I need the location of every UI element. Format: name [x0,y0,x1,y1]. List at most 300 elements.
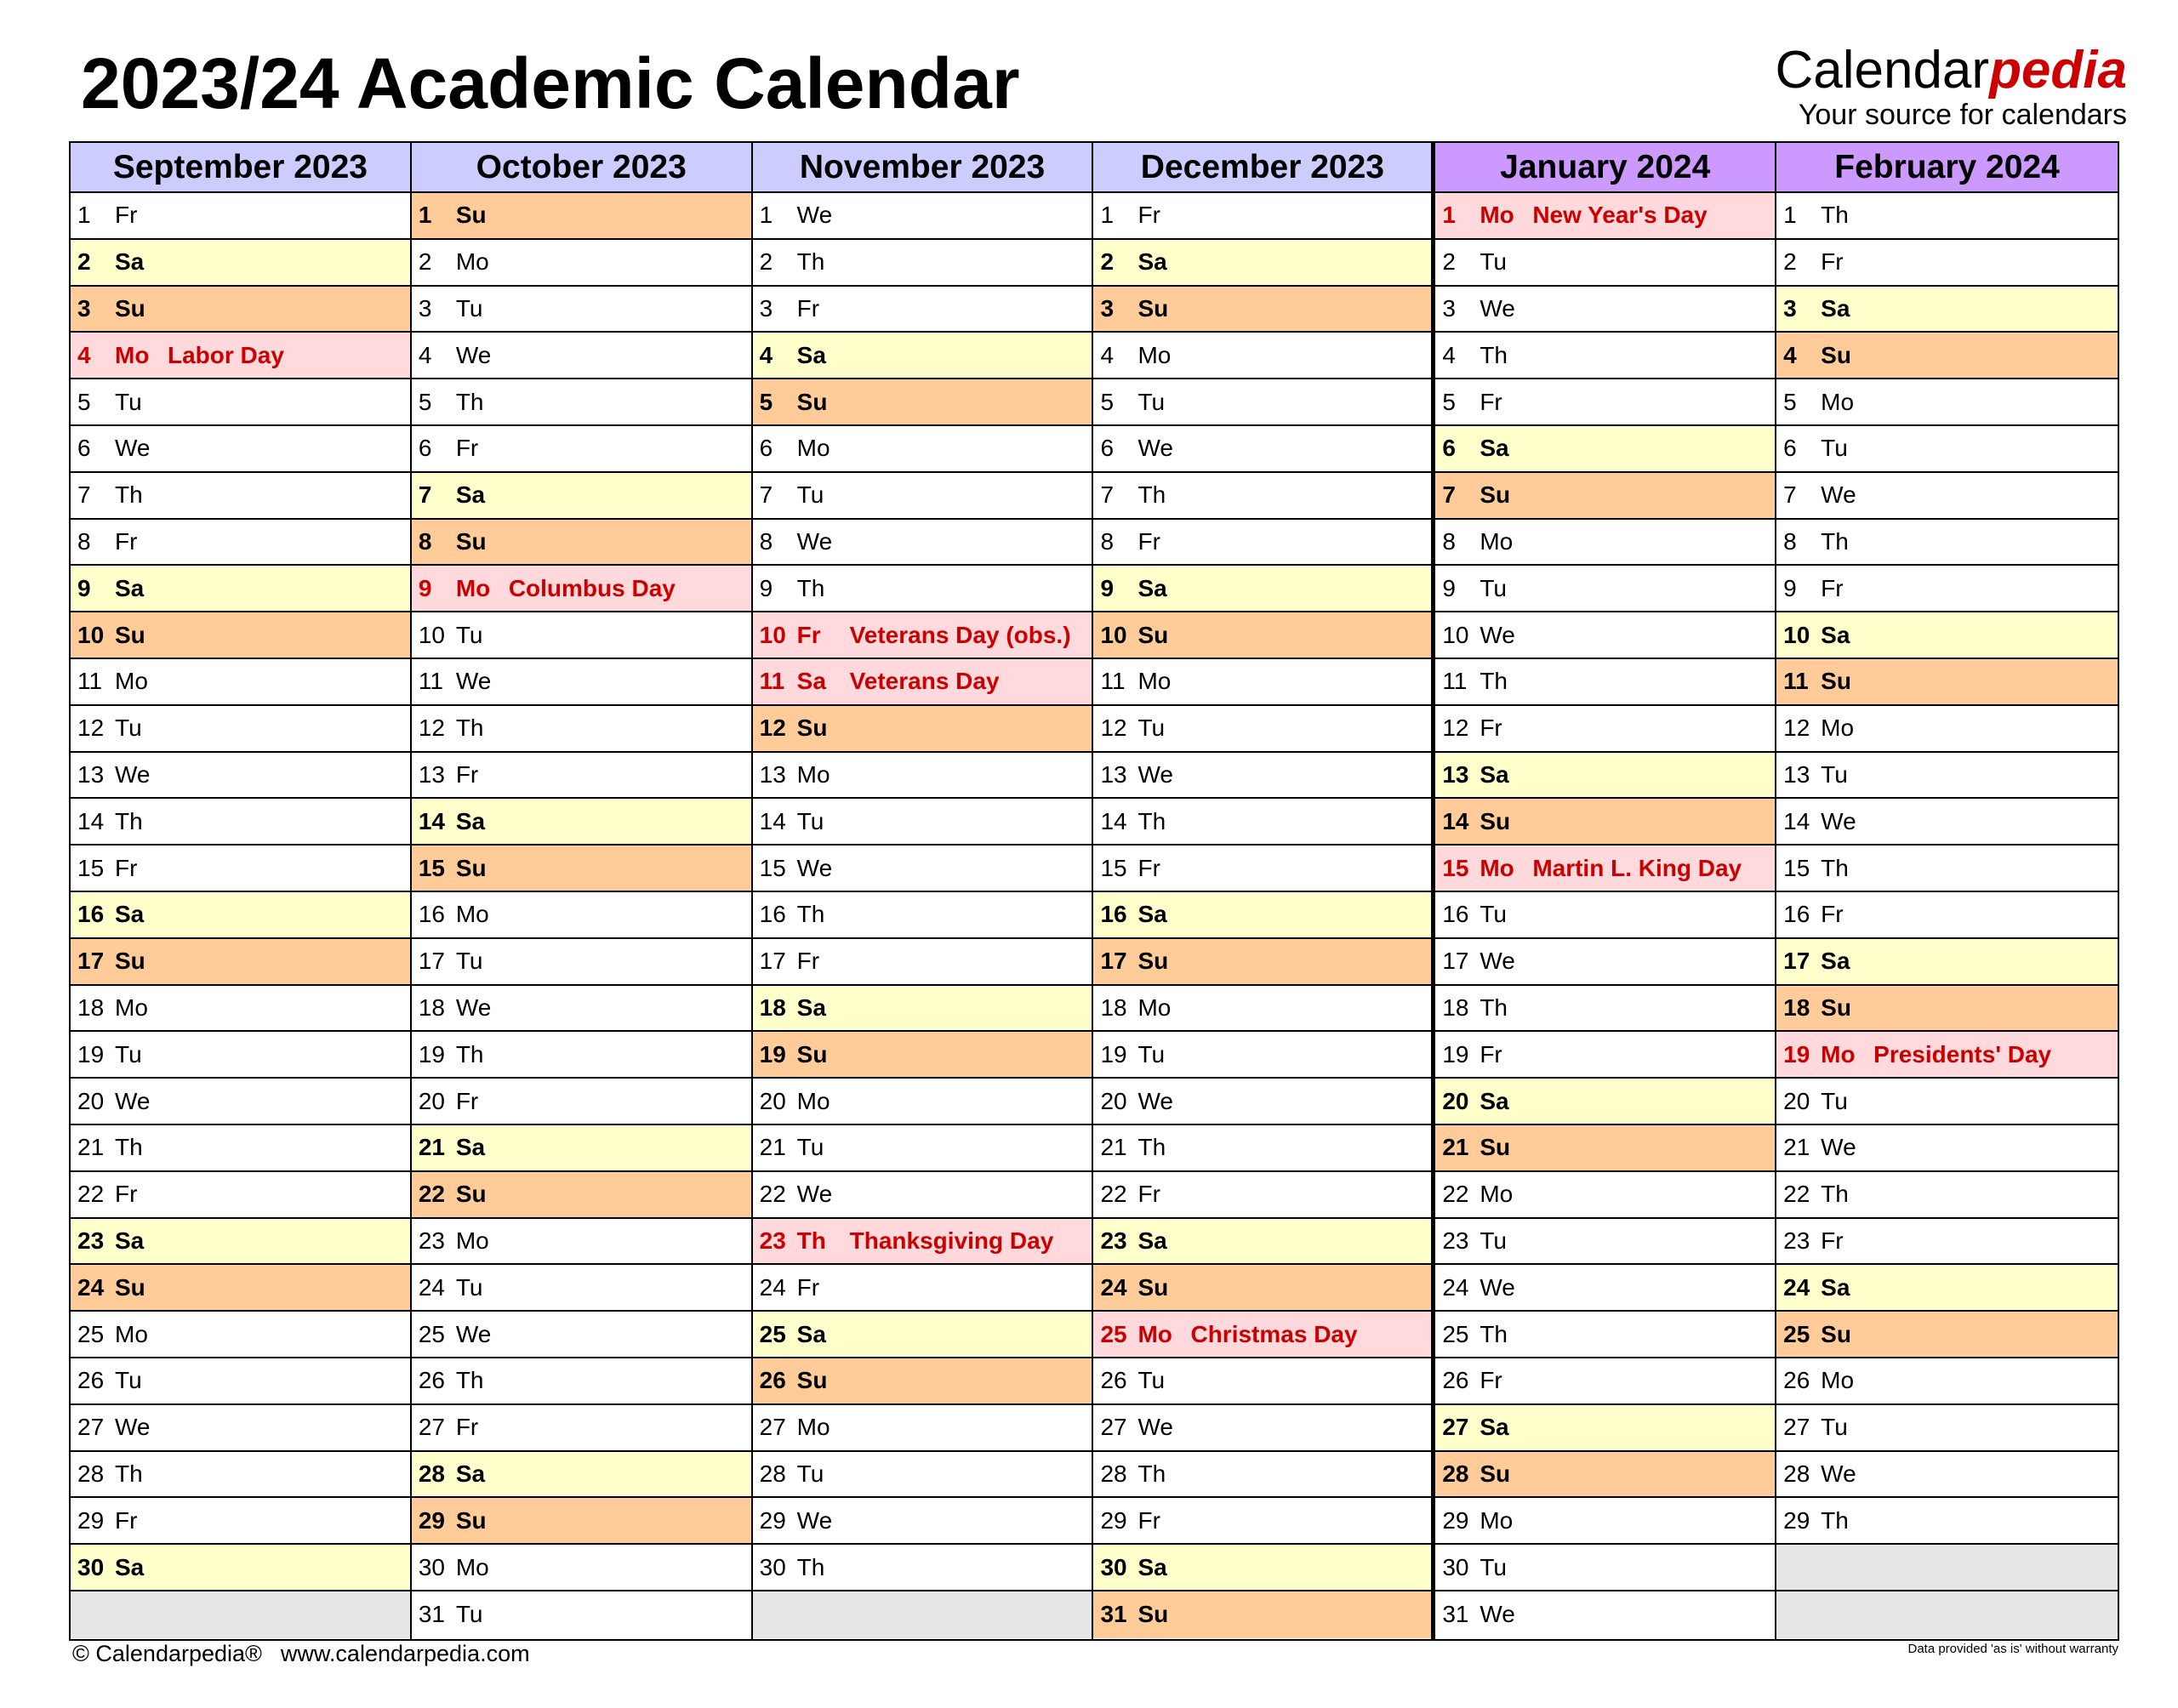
day-number: 24 [759,1273,786,1301]
day-cell [1093,426,1431,473]
day-number: 15 [759,854,786,881]
day-of-week: Fr [1137,1506,1160,1534]
month-column [1776,143,2118,1639]
day-number: 20 [1100,1087,1127,1114]
day-cell [1776,612,2118,659]
day-of-week: We [1480,948,1515,975]
day-cell [753,799,1092,845]
day-of-week: Tu [115,388,142,415]
day-of-week: Fr [796,294,820,322]
day-number: 13 [77,760,105,788]
day-number: 23 [418,1227,445,1254]
day-number: 20 [77,1087,105,1114]
day-of-week: Th [1480,341,1508,368]
day-number: 24 [1442,1273,1469,1301]
month-column [1435,143,1776,1639]
day-number: 18 [1442,993,1469,1021]
day-of-week: Tu [1480,1553,1507,1580]
day-cell [1093,1498,1431,1545]
day-of-week: Fr [115,1181,138,1208]
day-of-week: Sa [1480,435,1509,462]
day-of-week: Su [1480,481,1511,509]
day-number: 21 [1442,1134,1469,1161]
day-number: 20 [1442,1087,1469,1114]
day-number: 23 [1442,1227,1469,1254]
day-number: 9 [1783,574,1797,601]
day-of-week: Mo [1137,1320,1172,1347]
day-number: 25 [1783,1320,1810,1347]
day-of-week: Sa [455,807,486,834]
day-of-week: Tu [1821,435,1848,462]
day-cell [753,986,1092,1033]
day-cell [753,193,1092,240]
holiday-day-cell [753,612,1092,659]
day-of-week: Su [796,1040,828,1068]
day-of-week: We [455,341,492,368]
day-cell [412,1172,751,1219]
day-cell [71,379,410,426]
day-number: 6 [1783,435,1797,462]
day-of-week: Fr [1480,715,1502,742]
day-cell [412,379,751,426]
day-number: 5 [759,388,773,415]
day-number: 6 [77,435,91,462]
day-cell [1435,1032,1775,1079]
day-cell [1435,659,1775,706]
day-cell [1776,193,2118,240]
day-cell [1093,1125,1431,1172]
day-cell [1435,520,1775,566]
day-number: 10 [1783,621,1810,648]
day-of-week: Mo [796,1087,830,1114]
day-of-week: Su [455,1506,487,1534]
day-of-week: Th [455,1367,484,1394]
day-number: 21 [77,1134,105,1161]
day-of-week: Th [1137,1460,1166,1487]
day-of-week: We [796,854,833,881]
day-of-week: Sa [115,248,145,276]
day-of-week: Mo [455,1227,489,1254]
day-cell [412,986,751,1033]
day-cell [1093,706,1431,753]
holiday-name: Veterans Day (obs.) [849,621,1071,648]
day-of-week: Th [796,1227,826,1254]
day-number: 2 [759,248,773,276]
day-number: 26 [77,1367,105,1394]
day-cell [1093,379,1431,426]
day-of-week: Sa [115,1227,145,1254]
day-of-week: Sa [1821,621,1850,648]
day-number: 13 [1100,760,1127,788]
day-of-week: We [115,760,151,788]
day-of-week: Sa [1480,1414,1509,1441]
day-number: 7 [1783,481,1797,509]
day-of-week: Fr [1821,1227,1844,1254]
day-number: 15 [1100,854,1127,881]
day-of-week: Su [1480,1460,1511,1487]
day-number: 28 [1100,1460,1127,1487]
day-of-week: Su [1821,341,1851,368]
day-of-week: Sa [1480,1087,1509,1114]
day-cell [753,1312,1092,1358]
day-number: 23 [77,1227,105,1254]
day-of-week: We [115,435,151,462]
day-number: 7 [1100,481,1115,509]
day-number: 6 [418,435,432,462]
day-cell [753,520,1092,566]
day-cell [412,1358,751,1405]
day-number: 2 [1100,248,1115,276]
brand-logo[interactable] [1727,43,2127,131]
day-cell [71,1312,410,1358]
day-of-week: Su [1137,948,1169,975]
day-list [1093,193,1431,1639]
day-number: 9 [77,574,91,601]
day-number: 18 [418,993,445,1021]
day-cell [71,473,410,520]
day-of-week: Tu [455,621,483,648]
day-of-week: Fr [796,621,821,648]
day-number: 12 [759,715,786,742]
day-of-week: Mo [115,993,148,1021]
day-of-week: Su [115,1273,145,1301]
day-number: 17 [77,948,105,975]
day-number: 24 [1783,1273,1810,1301]
day-number: 2 [1783,248,1797,276]
day-number: 9 [418,574,432,601]
day-of-week: Su [796,1367,828,1394]
day-number: 23 [759,1227,786,1254]
day-cell [1093,287,1431,333]
day-cell [412,287,751,333]
day-of-week: Mo [1821,388,1855,415]
day-number: 17 [1783,948,1810,975]
day-cell [1435,1405,1775,1452]
day-cell [1093,1591,1431,1638]
day-number: 20 [759,1087,786,1114]
holiday-day-cell [1776,1032,2118,1079]
day-cell [1776,1219,2118,1266]
day-number: 19 [1442,1040,1469,1068]
day-of-week: We [1137,1087,1173,1114]
day-of-week: Fr [1480,1367,1502,1394]
day-of-week: Tu [455,1273,483,1301]
day-cell [1776,379,2118,426]
day-cell [412,659,751,706]
day-of-week: Tu [796,481,824,509]
day-cell [1435,1452,1775,1499]
day-cell [1435,799,1775,845]
day-of-week: Tu [1480,574,1507,601]
day-of-week: Tu [1137,715,1166,742]
day-cell [1093,612,1431,659]
day-of-week: Tu [1821,760,1848,788]
day-number: 29 [418,1506,445,1534]
day-of-week: Fr [455,1087,479,1114]
day-of-week: Fr [1137,854,1160,881]
day-cell [412,1079,751,1125]
day-of-week: Sa [1821,294,1850,322]
day-number: 7 [759,481,773,509]
day-number: 28 [1442,1460,1469,1487]
day-of-week: Fr [1137,202,1160,229]
day-number: 28 [77,1460,105,1487]
day-cell [412,939,751,986]
month-header: September 2023 [71,143,410,193]
footer-copyright: © Calendarpedia® [72,1641,262,1666]
day-of-week: Su [115,621,145,648]
day-cell [71,1219,410,1266]
day-number: 6 [1442,435,1456,462]
day-of-week: We [115,1414,151,1441]
day-number: 11 [1442,668,1468,695]
day-of-week: Th [1821,202,1849,229]
holiday-day-cell [1435,193,1775,240]
day-of-week: Sa [796,1320,826,1347]
day-cell [412,1032,751,1079]
day-cell [71,566,410,612]
day-cell [1093,939,1431,986]
day-of-week: Th [115,1460,143,1487]
day-cell [412,799,751,845]
day-number: 14 [77,807,105,834]
day-of-week: Fr [115,854,138,881]
day-of-week: We [1821,1460,1856,1487]
day-of-week: We [455,1320,492,1347]
day-cell [753,473,1092,520]
day-of-week: We [796,527,833,555]
day-number: 18 [1100,993,1127,1021]
day-of-week: We [1137,435,1173,462]
day-cell [71,1265,410,1312]
day-cell [412,612,751,659]
day-number: 8 [418,527,432,555]
day-of-week: We [1480,1601,1515,1628]
day-cell [1435,240,1775,287]
day-of-week: Th [1821,1506,1849,1534]
day-of-week: Sa [115,574,145,601]
day-number: 29 [1100,1506,1127,1534]
calendar-grid [69,141,2119,1641]
day-of-week: Mo [1480,1506,1514,1534]
day-number: 22 [1442,1181,1469,1208]
brand-tagline: Your source for calendars [1798,99,2127,131]
day-cell [753,333,1092,379]
day-cell [1093,659,1431,706]
day-of-week: Th [1821,1181,1849,1208]
day-cell [412,1545,751,1591]
footer-disclaimer: Data provided 'as is' without warranty [1907,1642,2118,1656]
day-of-week: Tu [796,1460,824,1487]
holiday-name: Martin L. King Day [1532,854,1742,881]
day-cell [412,845,751,892]
day-number: 9 [1442,574,1456,601]
day-of-week: Mo [455,1553,489,1580]
day-of-week: We [115,1087,151,1114]
day-of-week: Th [455,388,484,415]
day-number: 31 [1442,1601,1469,1628]
day-cell [1093,1265,1431,1312]
day-of-week: Sa [796,341,826,368]
day-cell [753,1405,1092,1452]
day-of-week: Su [796,715,828,742]
page-title: 2023/24 Academic Calendar [81,43,1020,123]
day-of-week: We [1137,760,1173,788]
day-of-week: Th [1480,993,1508,1021]
day-of-week: Mo [796,760,830,788]
day-of-week: Tu [455,1601,483,1628]
day-number: 8 [1783,527,1797,555]
day-number: 3 [1783,294,1797,322]
day-cell [1776,753,2118,800]
day-number: 29 [759,1506,786,1534]
day-number: 20 [1783,1087,1810,1114]
brand-name-part2: pedia [1989,41,2127,100]
day-number: 25 [1442,1320,1469,1347]
day-number: 16 [1442,901,1469,928]
day-of-week: Fr [1137,1181,1160,1208]
day-number: 27 [418,1414,445,1441]
day-of-week: Sa [1137,1553,1167,1580]
day-of-week: Th [1821,527,1849,555]
day-of-week: Fr [1821,901,1844,928]
day-of-week: Su [455,527,487,555]
day-of-week: Sa [455,1134,486,1161]
day-of-week: Su [1137,1273,1169,1301]
holiday-day-cell [71,333,410,379]
day-of-week: Th [115,807,143,834]
day-cell [71,1172,410,1219]
month-header: December 2023 [1093,143,1431,193]
day-number: 4 [1442,341,1456,368]
brand-name-part1: Calendar [1775,41,1990,100]
day-number: 22 [1783,1181,1810,1208]
day-cell [1093,193,1431,240]
day-number: 13 [1442,760,1469,788]
day-number: 19 [77,1040,105,1068]
day-of-week: Mo [1137,341,1172,368]
day-list [753,193,1092,1639]
day-number: 10 [77,621,105,648]
day-of-week: Tu [455,294,483,322]
day-number: 4 [77,341,91,368]
day-of-week: Th [115,481,143,509]
day-cell [71,193,410,240]
day-number: 27 [759,1414,786,1441]
day-of-week: Fr [1137,527,1160,555]
day-number: 27 [1100,1414,1127,1441]
day-of-week: Mo [455,574,491,601]
day-cell [753,1545,1092,1591]
day-number: 23 [1783,1227,1810,1254]
day-cell [1093,240,1431,287]
day-number: 17 [418,948,445,975]
holiday-day-cell [753,659,1092,706]
day-of-week: We [455,993,492,1021]
day-cell [753,1125,1092,1172]
day-cell [1435,1219,1775,1266]
holiday-day-cell [1093,1312,1431,1358]
day-number: 13 [1783,760,1810,788]
day-number: 8 [1442,527,1456,555]
day-cell [1093,1358,1431,1405]
day-of-week: Sa [455,1460,486,1487]
day-cell [1776,473,2118,520]
day-number: 16 [759,901,786,928]
day-number: 1 [418,202,432,229]
day-cell [1776,659,2118,706]
day-number: 17 [1442,948,1469,975]
day-of-week: Mo [1821,1367,1855,1394]
day-number: 5 [77,388,91,415]
day-number: 7 [77,481,91,509]
day-of-week: We [1821,1134,1856,1161]
day-number: 1 [759,202,773,229]
day-cell [753,753,1092,800]
day-of-week: Sa [796,668,826,695]
day-cell [412,1405,751,1452]
day-list [412,193,751,1639]
day-cell [1776,426,2118,473]
day-cell [412,520,751,566]
day-number: 15 [77,854,105,881]
day-of-week: Sa [455,481,486,509]
day-cell [71,1358,410,1405]
footer-url-link[interactable]: www.calendarpedia.com [280,1641,530,1666]
day-cell [753,892,1092,939]
day-number: 29 [1783,1506,1810,1534]
day-cell [753,845,1092,892]
day-number: 2 [1442,248,1456,276]
day-of-week: Th [1137,1134,1166,1161]
day-number: 12 [1783,715,1810,742]
day-cell [753,379,1092,426]
empty-day-cell [753,1591,1092,1638]
day-of-week: Tu [1137,1367,1166,1394]
day-cell [1093,333,1431,379]
day-list [1435,193,1775,1639]
day-of-week: Sa [1821,948,1850,975]
day-number: 29 [77,1506,105,1534]
day-number: 1 [77,202,91,229]
day-number: 6 [1100,435,1115,462]
day-cell [1093,892,1431,939]
day-cell [412,1452,751,1499]
day-number: 15 [1783,854,1810,881]
day-cell [71,426,410,473]
month-header: November 2023 [753,143,1092,193]
day-of-week: Su [115,948,145,975]
day-of-week: Sa [796,993,826,1021]
day-cell [71,520,410,566]
day-cell [412,333,751,379]
day-of-week: Th [455,1040,484,1068]
day-cell [1776,520,2118,566]
day-cell [1776,799,2118,845]
holiday-name: Veterans Day [849,668,1000,695]
day-number: 18 [1783,993,1810,1021]
brand-name [1727,43,2127,99]
day-of-week: We [1137,1414,1173,1441]
day-number: 3 [1442,294,1456,322]
day-number: 5 [1442,388,1456,415]
holiday-name: Christmas Day [1190,1320,1358,1347]
day-of-week: Th [1480,668,1508,695]
day-of-week: Fr [455,435,479,462]
day-of-week: Fr [455,1414,479,1441]
day-of-week: Su [455,202,487,229]
day-number: 22 [77,1181,105,1208]
